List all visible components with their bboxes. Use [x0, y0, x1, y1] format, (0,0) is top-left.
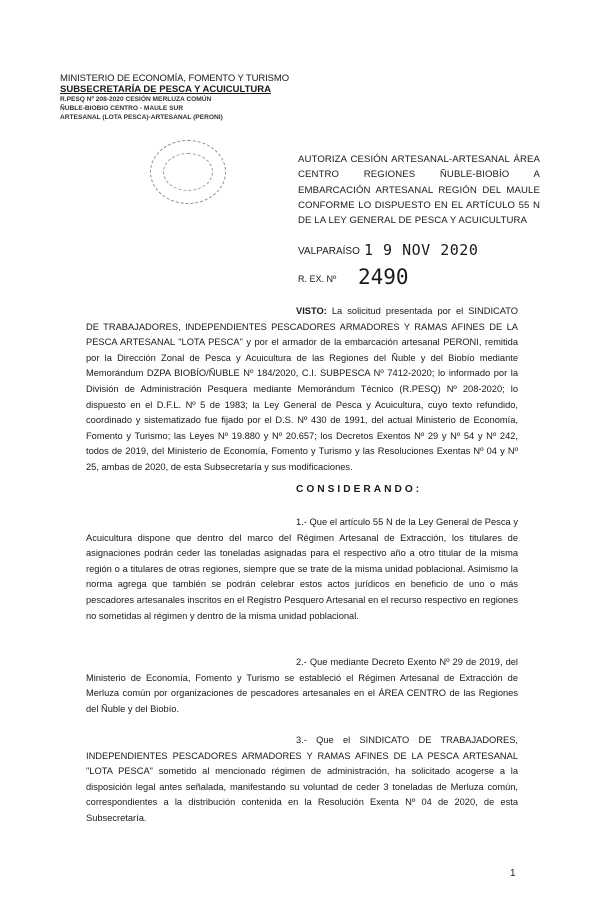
considerando-paragraph-1: 1.- Que el artículo 55 N de la Ley General de Pesca y Acuicultura dispone que dentro del marco del Régimen Artesanal de Extracción, los titulares de asignaciones podrán ceder las toneladas asignadas para el respectivo año a otro titular de la misma región o a titulares de otras regiones, siempre que se trate de la misma unidad poblacional. Asimismo la norma agrega que también se podrán celebrar estos actos jurídicos en beneficio de uno o más pescadores artesanales inscritos en el Registro Pesquero Artesanal en el recurso respectivo en regiones no sometidas al régimen y dentro de la misma unidad poblacional. — [86, 517, 518, 621]
visto-label: VISTO: — [296, 306, 327, 316]
official-stamp — [150, 140, 226, 204]
rex-label: R. EX. Nº — [298, 274, 337, 284]
subsecretaria-name: SUBSECRETARÍA DE PESCA Y ACUICULTURA — [60, 84, 271, 95]
letterhead — [60, 73, 320, 122]
rex-number: 2490 — [358, 265, 409, 289]
reference-line-2: ÑUBLE-BIOBIO CENTRO - MAULE SUR — [60, 105, 184, 112]
resolution-title: AUTORIZA CESIÓN ARTESANAL-ARTESANAL ÁREA CENTRO REGIONES ÑUBLE-BIOBÍO A EMBARCACIÓN ARTESANAL REGIÓN DEL MAULE CONFORME LO DISPUESTO EN EL ARTÍCULO 55 N DE LA LEY GENERAL DE PESCA Y ACUICULTURA — [298, 154, 540, 227]
ministry-name: MINISTERIO DE ECONOMÍA, FOMENTO Y TURISMO — [60, 73, 290, 84]
stamp-inner-ring — [163, 153, 213, 191]
visto-text: La solicitud presentada por el SINDICATO DE TRABAJADORES, INDEPENDIENTES PESCADORES ARMADORES Y RAMAS AFINES DE LA PESCA ARTESANAL "LOTA PESCA" y por el armador de la embarcación artesanal PERONI, remitida por la Dirección Zonal de Pesca y Acuicultura de las Regiones del Ñuble y del Biobío mediante Memorándum DZPA BIOBÍO/ÑUBLE Nº 184/2020, C.I. SUBPESCA Nº 7412-2020; lo informado por la División de Administración Pesquera mediante Memorándum Técnico (R.PESQ) Nº 208-2020; lo dispuesto en el D.F.L. Nº 5 de 1983; la Ley General de Pesca y Acuicultura, cuyo texto refundido, coordinado y sistematizado fue fijado por el D.S. Nº 430 de 1991, del actual Ministerio de Economía, Fomento y Turismo; las Leyes Nº 19.880 y Nº 20.657; los Decretos Exentos Nº 29 y Nº 54 y Nº 242, todos de 2019, del Ministerio de Economía, Fomento y Turismo y las Resoluciones Exentas Nº 04 y Nº 25, ambas de 2020, de esta Subsecretaría y sus modificaciones. — [86, 306, 518, 472]
visto-paragraph — [86, 304, 518, 476]
reference-line-3: ARTESANAL (LOTA PESCA)-ARTESANAL (PERONI) — [60, 114, 223, 121]
place-label: VALPARAÍSO — [298, 246, 360, 257]
considerando-heading: CONSIDERANDO: — [296, 484, 423, 495]
page-number: 1 — [510, 868, 516, 879]
considerando-paragraph-3: 3.- Que el SINDICATO DE TRABAJADORES, INDEPENDIENTES PESCADORES ARMADORES Y RAMAS AFINES DE LA PESCA ARTESANAL "LOTA PESCA" sometido al mencionado régimen de administración, ha solicitado acogerse a la disposición legal antes señalada, manifestando su voluntad de ceder 3 toneladas de Merluza común, correspondientes a la distribución contenida en la Resolución Exenta Nº 04 de 2020, de esta Subsecretaría. — [86, 735, 518, 823]
considerando-paragraph-2: 2.- Que mediante Decreto Exento Nº 29 de 2019, del Ministerio de Economía, Fomento y Turismo se estableció el Régimen Artesanal de Extracción de Merluza común por organizaciones de pescadores artesanales en el ÁREA CENTRO de las Regiones del Ñuble y del Biobío. — [86, 657, 518, 714]
reference-line-1: R.PESQ Nº 208-2020 CESIÓN MERLUZA COMÚN — [60, 96, 212, 103]
date-stamp: 1 9 NOV 2020 — [364, 241, 479, 259]
